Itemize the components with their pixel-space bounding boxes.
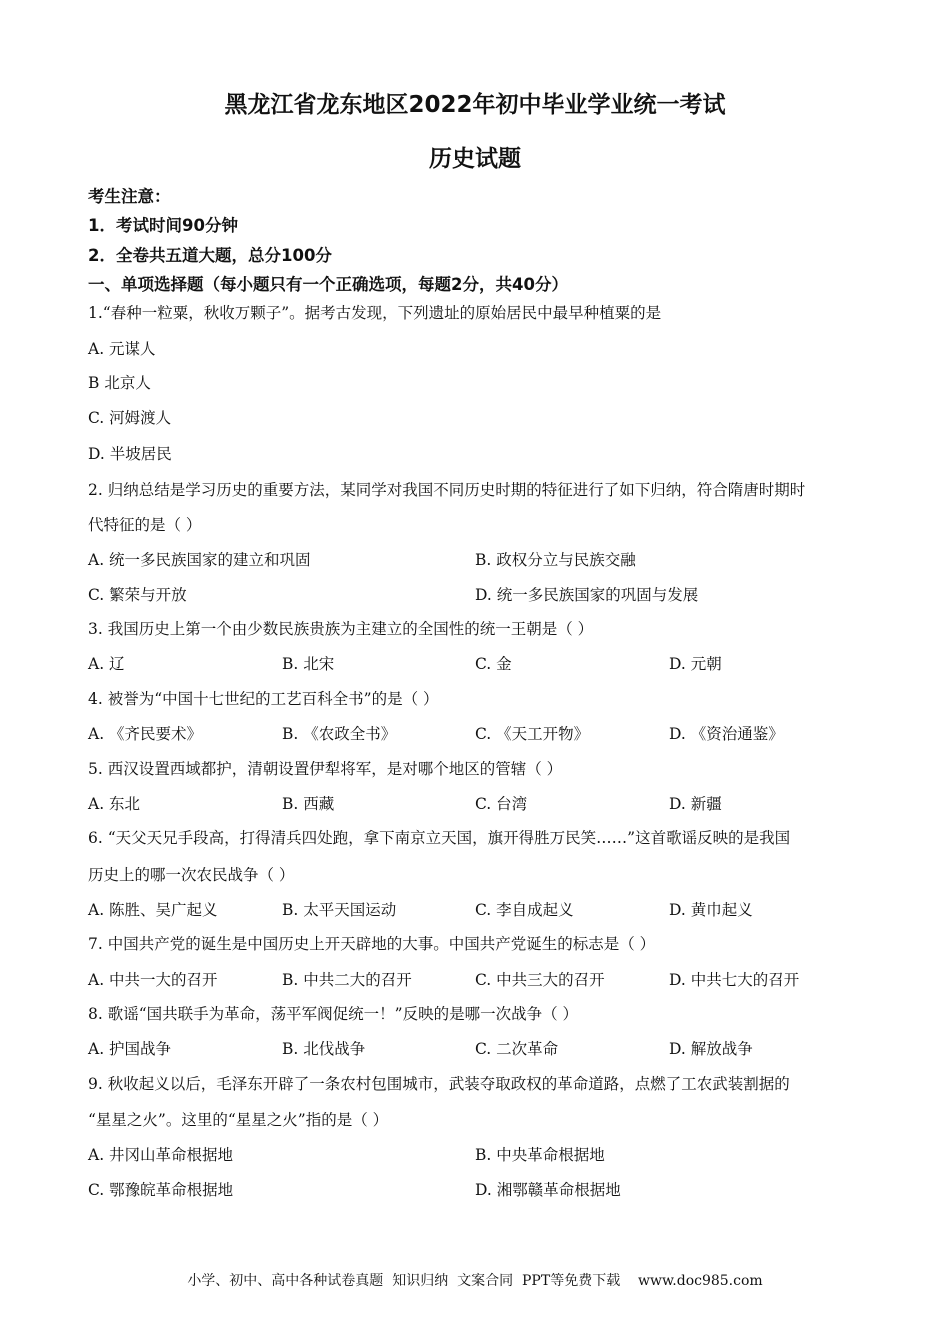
question-8-stem: 8. 歌谣“国共联手为革命，荡平军阀促统一！”反映的是哪一次战争（ ） xyxy=(88,1005,578,1023)
question-3-option-d: D. 元朝 xyxy=(669,655,722,673)
question-5-stem: 5. 西汉设置西域都护，清朝设置伊犁将军，是对哪个地区的管辖（ ） xyxy=(88,760,563,778)
question-9-stem: 9. 秋收起义以后，毛泽东开辟了一条农村包围城市，武装夺取政权的革命道路，点燃了工农武装割据的 xyxy=(88,1075,790,1093)
question-5-option-b: B. 西藏 xyxy=(282,795,335,813)
question-2-option-a: A. 统一多民族国家的建立和巩固 xyxy=(88,551,311,569)
question-1-option-c: C. 河姆渡人 xyxy=(88,409,172,427)
question-4-option-b: B. 《农政全书》 xyxy=(282,725,397,743)
question-2-option-c: C. 繁荣与开放 xyxy=(88,586,187,604)
question-4-stem: 4. 被誉为“中国十七世纪的工艺百科全书”的是（ ） xyxy=(88,690,439,708)
question-7-option-b: B. 中共二大的召开 xyxy=(282,971,412,989)
notice-item-time: 1．考试时间90分钟 xyxy=(88,216,238,235)
question-7-option-a: A. 中共一大的召开 xyxy=(88,971,218,989)
question-6-option-d: D. 黄巾起义 xyxy=(669,901,753,919)
question-8-option-c: C. 二次革命 xyxy=(475,1040,559,1058)
question-5-option-a: A. 东北 xyxy=(88,795,141,813)
exam-subtitle: 历史试题 xyxy=(429,146,521,172)
section-heading: 一、单项选择题（每小题只有一个正确选项，每题2分，共40分） xyxy=(88,275,568,294)
question-6-option-a: A. 陈胜、吴广起义 xyxy=(88,901,218,919)
question-1-option-b: B 北京人 xyxy=(88,374,151,392)
question-9-stem-cont: “星星之火”。这里的“星星之火”指的是（ ） xyxy=(88,1111,389,1129)
question-7-stem: 7. 中国共产党的诞生是中国历史上开天辟地的大事。中国共产党诞生的标志是（ ） xyxy=(88,935,656,953)
question-2-stem-cont: 代特征的是（ ） xyxy=(88,516,202,534)
notice-item-score: 2．全卷共五道大题，总分100分 xyxy=(88,246,332,265)
question-3-stem: 3. 我国历史上第一个由少数民族贵族为主建立的全国性的统一王朝是（ ） xyxy=(88,620,594,638)
question-5-option-d: D. 新疆 xyxy=(669,795,722,813)
question-8-option-b: B. 北伐战争 xyxy=(282,1040,366,1058)
question-8-option-d: D. 解放战争 xyxy=(669,1040,753,1058)
question-3-option-c: C. 金 xyxy=(475,655,512,673)
question-9-option-d: D. 湘鄂赣革命根据地 xyxy=(475,1181,621,1199)
question-1-option-d: D. 半坡居民 xyxy=(88,445,172,463)
question-4-option-d: D. 《资治通鉴》 xyxy=(669,725,784,743)
question-7-option-d: D. 中共七大的召开 xyxy=(669,971,800,989)
question-6-option-b: B. 太平天国运动 xyxy=(282,901,397,919)
question-9-option-b: B. 中央革命根据地 xyxy=(475,1146,605,1164)
notice-heading: 考生注意： xyxy=(88,187,171,206)
question-9-option-c: C. 鄂豫皖革命根据地 xyxy=(88,1181,234,1199)
question-1-option-a: A. 元谋人 xyxy=(88,340,156,358)
page-footer: 小学、初中、高中各种试卷真题 知识归纳 文案合同 PPT等免费下载 www.doc985.com xyxy=(187,1273,763,1289)
question-8-option-a: A. 护国战争 xyxy=(88,1040,172,1058)
question-7-option-c: C. 中共三大的召开 xyxy=(475,971,605,989)
question-3-option-a: A. 辽 xyxy=(88,655,125,673)
question-2-option-d: D. 统一多民族国家的巩固与发展 xyxy=(475,586,699,604)
question-4-option-a: A. 《齐民要术》 xyxy=(88,725,203,743)
question-3-option-b: B. 北宋 xyxy=(282,655,335,673)
question-6-option-c: C. 李自成起义 xyxy=(475,901,574,919)
question-5-option-c: C. 台湾 xyxy=(475,795,528,813)
question-6-stem-cont: 历史上的哪一次农民战争（ ） xyxy=(88,866,295,884)
question-6-stem: 6. “天父天兄手段高，打得清兵四处跑，拿下南京立天国，旗开得胜万民笑……”这首歌谣反映的是我国 xyxy=(88,829,791,847)
question-4-option-c: C. 《天工开物》 xyxy=(475,725,590,743)
question-2-stem: 2. 归纳总结是学习历史的重要方法，某同学对我国不同历史时期的特征进行了如下归纳，符合隋唐时期时 xyxy=(88,481,806,499)
question-2-option-b: B. 政权分立与民族交融 xyxy=(475,551,636,569)
question-9-option-a: A. 井冈山革命根据地 xyxy=(88,1146,234,1164)
question-1-stem: 1.“春种一粒粟，秋收万颗子”。据考古发现，下列遗址的原始居民中最早种植粟的是 xyxy=(88,304,662,322)
exam-title: 黑龙江省龙东地区2022年初中毕业学业统一考试 xyxy=(224,92,726,118)
